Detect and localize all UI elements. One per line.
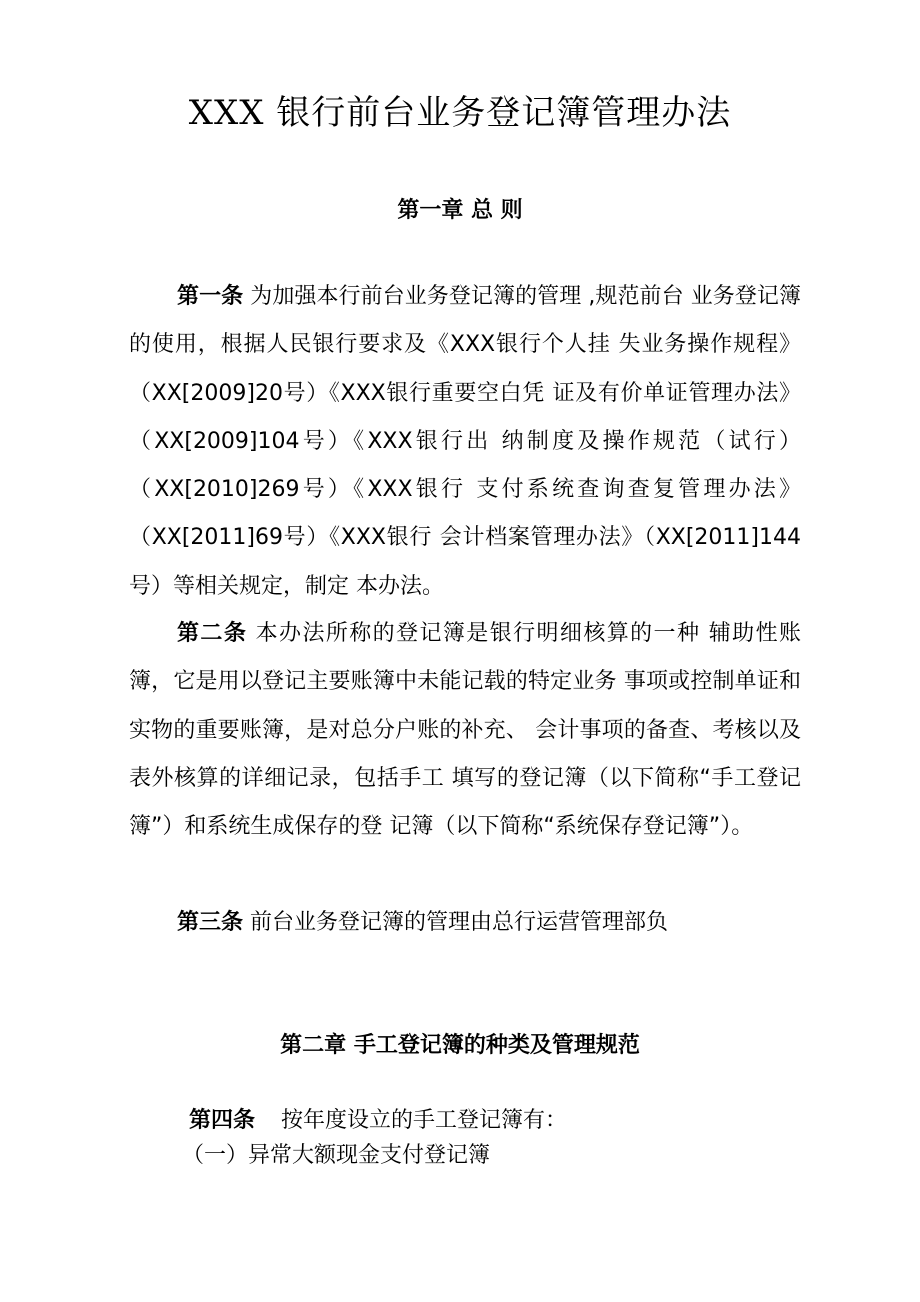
article-3-label: 第三条	[177, 910, 244, 935]
article-1-text: 为加强本行前台业务登记簿的管理 ,规范前台 业务登记簿的使用，根据人民银行要求及《XXX银行个人挂 失业务操作规程》（XX[2009]20号）《XXX银行重要空白凭 证及有价单证管理办法》（XX[2009]104号）《XXX银行出 纳制度及操作规范（试行）（XX[2010]269号）《XXX银行 支付系统查询查复管理办法》（XX[2011]69号）《XXX银行 会计档案管理办法》（XX[2011]144号）等相关规定，制定 本办法。	[129, 284, 801, 599]
article-1	[129, 273, 801, 611]
article-2-text: 本办法所称的登记簿是银行明细核算的一种 辅助性账簿，它是用以登记主要账簿中未能记载的特定业务 事项或控制单证和实物的重要账簿，是对总分户账的补充、 会计事项的备查、考核以及表外核算的详细记录，包括手工 填写的登记簿（以下简称“手工登记簿”）和系统生成保存的登 记簿（以下简称“系统保存登记簿”）。	[129, 621, 801, 840]
article-2	[129, 610, 801, 851]
document-title: XXX 银行前台业务登记簿管理办法	[188, 93, 732, 133]
article-2-label: 第二条	[177, 621, 248, 646]
article-4	[189, 1106, 567, 1136]
article-4-label: 第四条	[189, 1108, 256, 1133]
chapter-1-heading: 第一章 总 则	[397, 198, 523, 223]
article-3-text: 前台业务登记簿的管理由总行运营管理部负	[250, 910, 669, 935]
article-1-label: 第一条	[177, 284, 244, 309]
list-item-1: （一）异常大额现金支付登记簿	[182, 1143, 491, 1168]
chapter-2-heading: 第二章 手工登记簿的种类及管理规范	[280, 1033, 640, 1058]
article-3	[129, 899, 801, 947]
article-4-text: 按年度设立的手工登记簿有：	[281, 1108, 568, 1133]
